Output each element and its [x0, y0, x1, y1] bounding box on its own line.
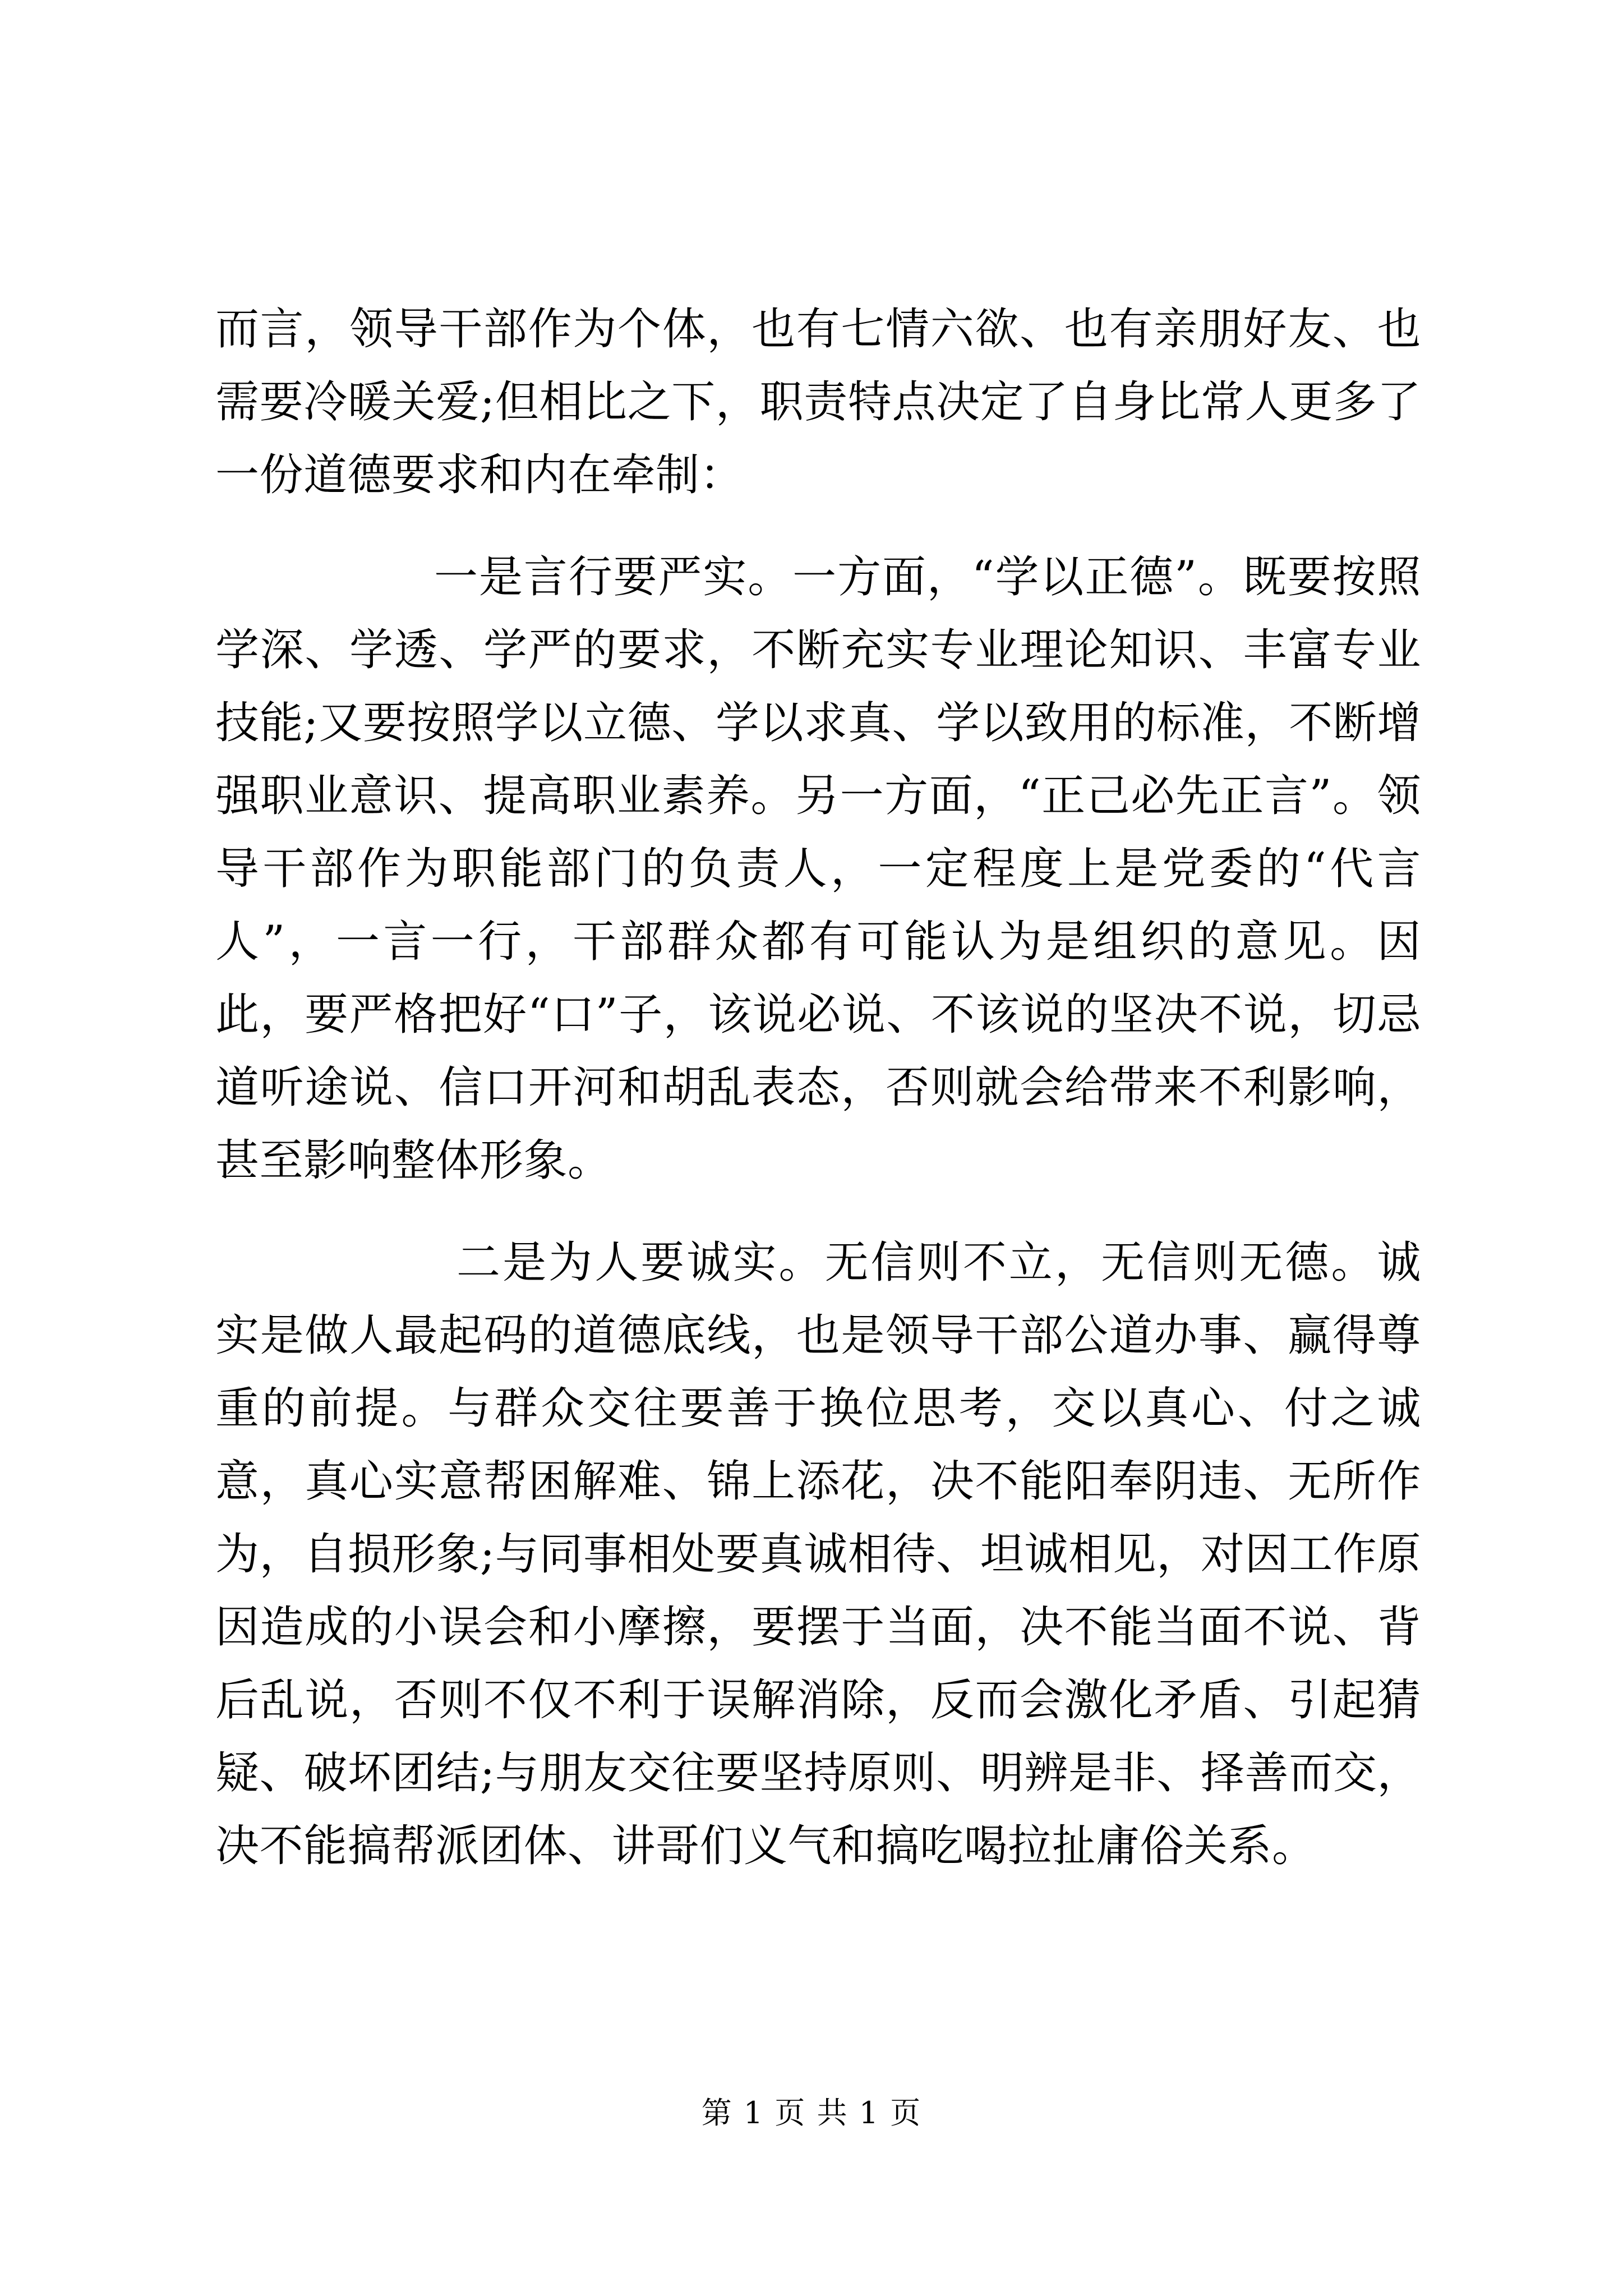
- paragraph-continuation: 而言，领导干部作为个体，也有七情六欲、也有亲朋好友、也需要冷暖关爱;但相比之下，职责特点决定了自身比常人更多了一份道德要求和内在牵制：: [215, 304, 1422, 500]
- document-body: [215, 293, 1421, 1883]
- page-number-footer: 第 1 页 共 1 页: [701, 2095, 922, 2131]
- paragraph-point-one: 一是言行要严实。一方面，“学以正德”。既要按照学深、学透、学严的要求，不断充实专业理论知识、丰富专业技能;又要按照学以立德、学以求真、学以致用的标准，不断增强职业意识、提高职业素养。另一方面，“正己必先正言”。领导干部作为职能部门的负责人，一定程度上是党委的“代言人”，一言一行，干部群众都有可能认为是组织的意见。因此，要严格把好“口”子，该说必说、不该说的坚决不说，切忌道听途说、信口开河和胡乱表态，否则就会给带来不利影响，甚至影响整体形象。: [215, 552, 1421, 1186]
- paragraph-point-two: 二是为人要诚实。无信则不立，无信则无德。诚实是做人最起码的道德底线，也是领导干部公道办事、赢得尊重的前提。与群众交往要善于换位思考，交以真心、付之诚意，真心实意帮困解难、锦上添花，决不能阳奉阴违、无所作为，自损形象;与同事相处要真诚相待、坦诚相见，对因工作原因造成的小误会和小摩擦，要摆于当面，决不能当面不说、背后乱说，否则不仅不利于误解消除，反而会激化矛盾、引起猜疑、破坏团结;与朋友交往要坚持原则、明辨是非、择善而交，决不能搞帮派团体、讲哥们义气和搞吃喝拉扯庸俗关系。: [215, 1237, 1422, 1871]
